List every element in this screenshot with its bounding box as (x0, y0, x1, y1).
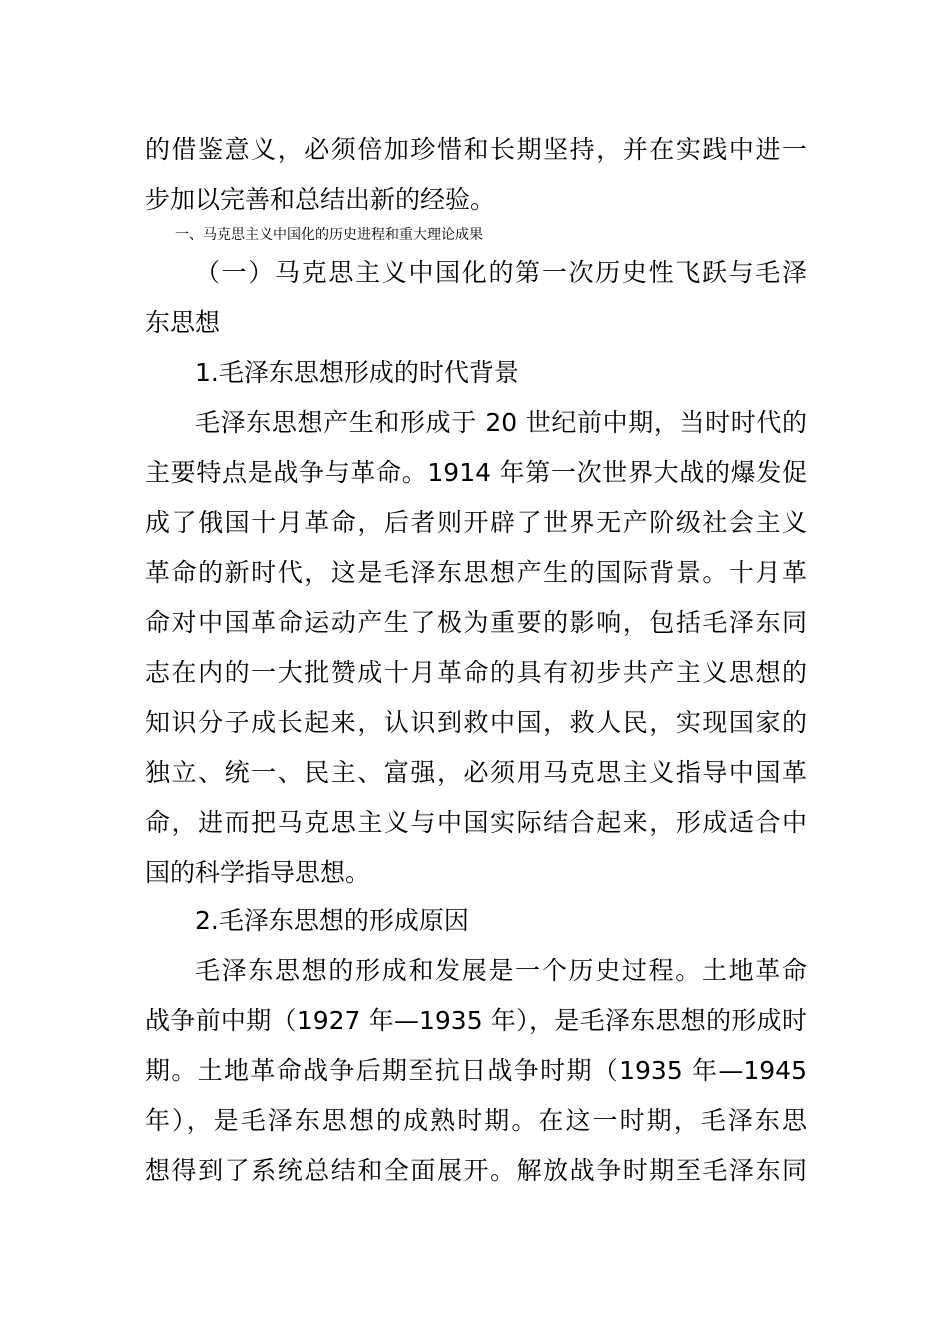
text-line: （一）马克思主义中国化的第一次历史性飞跃与毛泽 (195, 258, 807, 287)
text-line: 成了俄国十月革命，后者则开辟了世界无产阶级社会主义 (145, 508, 807, 537)
item2-paragraph (145, 946, 807, 1196)
text-line: 的借鉴意义，必须倍加珍惜和长期坚持，并在实践中进一 (145, 135, 807, 164)
text-line: 1.毛泽东思想形成的时代背景 (195, 358, 519, 387)
text-line: 主要特点是战争与革命。1914 年第一次世界大战的爆发促 (145, 458, 807, 487)
section-heading: 一、马克思主义中国化的历史进程和重大理论成果 (175, 227, 483, 243)
text-line: 命，进而把马克思主义与中国实际结合起来，形成适合中 (145, 808, 807, 837)
text-line: 战争前中期（1927 年—1935 年），是毛泽东思想的形成时 (145, 1006, 807, 1035)
text-line: 志在内的一大批赞成十月革命的具有初步共产主义思想的 (145, 658, 807, 687)
text-line: 期。土地革命战争后期至抗日战争时期（1935 年—1945 (145, 1056, 807, 1085)
intro-paragraph (145, 125, 807, 225)
text-line: 想得到了系统总结和全面展开。解放战争时期至毛泽东同 (145, 1156, 807, 1185)
text-line: 国的科学指导思想。 (145, 858, 371, 887)
text-line: 革命的新时代，这是毛泽东思想产生的国际背景。十月革 (145, 558, 807, 587)
text-line: 年），是毛泽东思想的成熟时期。在这一时期，毛泽东思 (145, 1106, 807, 1135)
subsection-heading (145, 248, 807, 348)
text-line: 命对中国革命运动产生了极为重要的影响，包括毛泽东同 (145, 608, 807, 637)
text-line: 毛泽东思想产生和形成于 20 世纪前中期，当时时代的 (195, 408, 807, 437)
text-line: 毛泽东思想的形成和发展是一个历史过程。土地革命 (195, 956, 807, 985)
text-line: 知识分子成长起来，认识到救中国，救人民，实现国家的 (145, 708, 807, 737)
item1-paragraph (145, 398, 807, 898)
text-line: 东思想 (145, 308, 221, 337)
text-line: 步加以完善和总结出新的经验。 (145, 185, 496, 214)
text-line: 2.毛泽东思想的形成原因 (195, 906, 469, 935)
item2-heading (145, 896, 807, 946)
text-line: 独立、统一、民主、富强，必须用马克思主义指导中国革 (145, 758, 807, 787)
item1-heading (145, 348, 807, 398)
